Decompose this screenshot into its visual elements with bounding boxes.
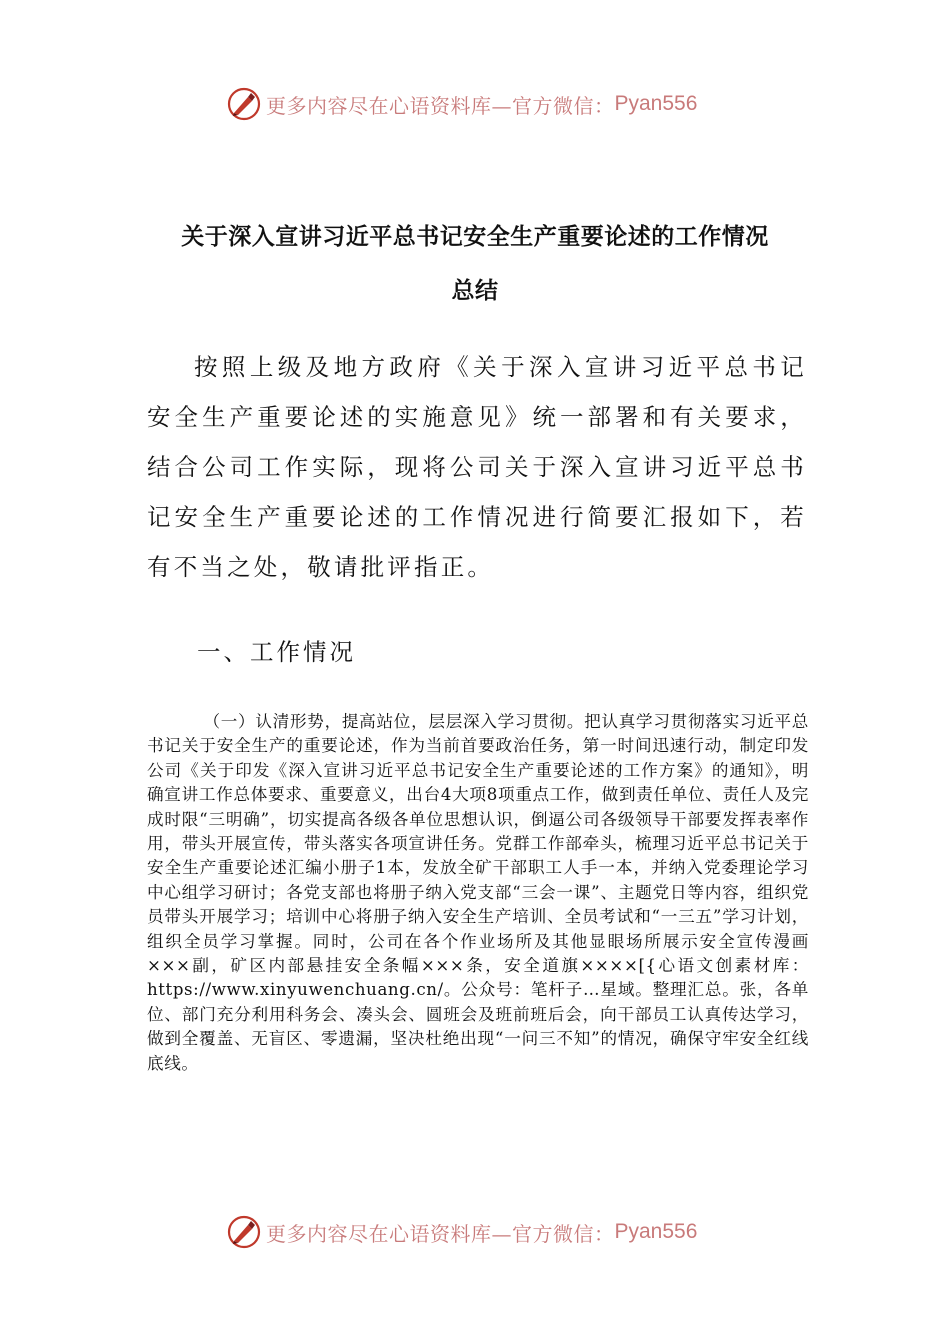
pen-logo-icon xyxy=(226,86,262,122)
watermark-banner-top xyxy=(0,82,950,126)
document-title xyxy=(120,210,830,318)
banner-wechat-id: Pyan556 xyxy=(614,92,698,115)
section-heading-1: 一、工作情况 xyxy=(197,638,356,666)
section-1-paragraph-1: （一）认清形势，提高站位，层层深入学习贯彻。把认真学习贯彻落实习近平总书记关于安全生产的重要论述，作为当前首要政治任务，第一时间迅速行动，制定印发公司《关于印发《深入宣讲习近平总书记安全生产重要论述的工作方案》的通知》，明确宣讲工作总体要求、重要意义，出台4大项8项重点工作，做到责任单位、责任人及完成时限“三明确”，切实提高各级各单位思想认识，倒逼公司各级领导干部要发挥表率作用，带头开展宣传，带头落实各项宣讲任务。党群工作部牵头，梳理习近平总书记关于安全生产重要论述汇编小册子1本，发放全矿干部职工人手一本，并纳入党委理论学习中心组学习研讨；各党支部也将册子纳入党支部“三会一课”、主题党日等内容，组织党员带头开展学习；培训中心将册子纳入安全生产培训、全员考试和“一三五”学习计划，组织全员学习掌握。同时，公司在各个作业场所及其他显眼场所展示安全宣传漫画×××副，矿区内部悬挂安全条幅×××条，安全道旗××××[{心语文创素材库：https://www.xinyuwenchuang.cn/。公众号：笔杆子…星域。整理汇总。张，各单位、部门充分利用科务会、凑头会、圆班会及班前班后会，向干部员工认真传达学习，做到全覆盖、无盲区、零遗漏，坚决杜绝出现“一问三不知”的情况，确保守牢安全红线底线。 xyxy=(147,712,809,1073)
banner-text: 更多内容尽在心语资料库—官方微信： xyxy=(266,93,615,118)
watermark-banner-bottom xyxy=(0,1210,950,1254)
title-line-1: 关于深入宣讲习近平总书记安全生产重要论述的工作情况 xyxy=(181,224,769,250)
banner-wechat-id: Pyan556 xyxy=(614,1220,698,1243)
title-line-2: 总结 xyxy=(451,278,499,304)
pen-logo-icon xyxy=(226,1214,262,1250)
intro-paragraph: 按照上级及地方政府《关于深入宣讲习近平总书记安全生产重要论述的实施意见》统一部署和有关要求，结合公司工作实际，现将公司关于深入宣讲习近平总书记安全生产重要论述的工作情况进行简要汇报如下，若有不当之处，敬请批评指正。 xyxy=(147,353,807,581)
banner-text: 更多内容尽在心语资料库—官方微信： xyxy=(266,1221,615,1246)
